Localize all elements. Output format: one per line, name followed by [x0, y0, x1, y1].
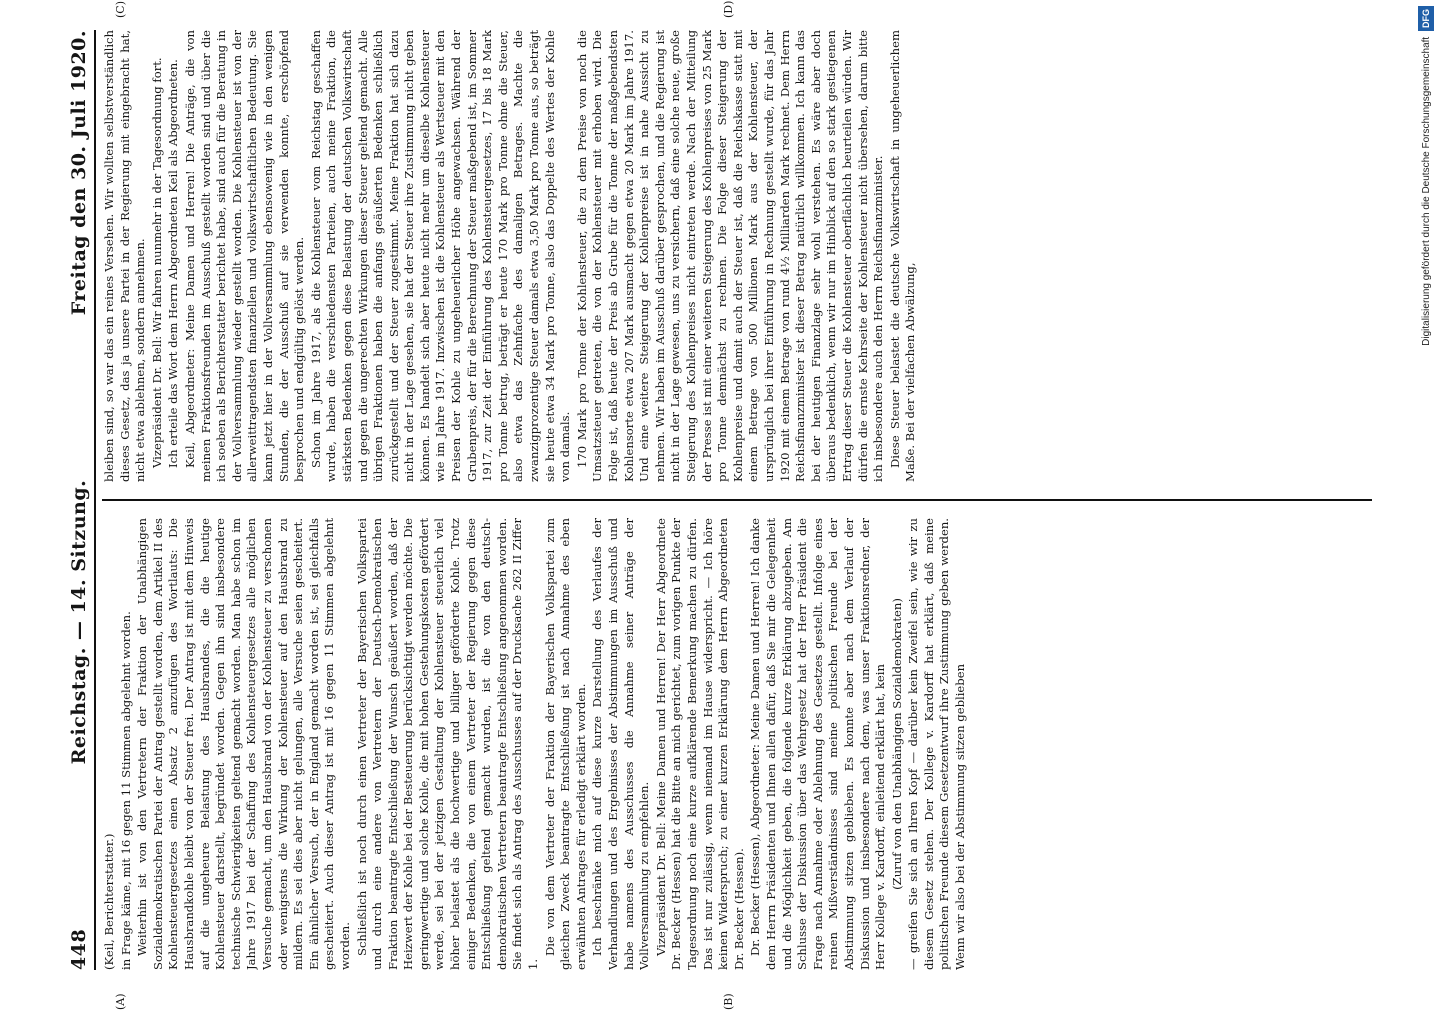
header-rule	[94, 30, 96, 970]
interjection: (Zuruf von den Unabhängigen Sozialdemokraten)	[889, 598, 904, 890]
margin-marker-d: (D)	[722, 0, 735, 18]
paragraph: Vizepräsident Dr. Bell: Meine Damen und Herren! Der Herr Abgeordnete Dr. Becker (Hessen) hat die Bitte an mich gerichtet, zum vorigen Punkte der Tagesordnung noch eine kurze aufklärende Bemerkung machen zu dürfen. Das ist nur zulässig, wenn niemand im Hause widerspricht. — Ich höre keinen Widerspruch; zu einer kurzen Erklärung dem Herrn Abgeordneten Dr. Becker (Hessen).	[653, 518, 746, 970]
left-column	[102, 518, 1372, 970]
margin-marker-b: (B)	[722, 993, 735, 1010]
paragraph: Ich erteile das Wort dem Herrn Abgeordneten Keil als Abgeordneten.	[166, 59, 181, 468]
paragraph: Dr. Becker (Hessen), Abgeordneter: Meine Damen und Herren! Ich danke dem Herrn Präsidenten und Ihnen allen dafür, daß Sie mir die Gelegenheit und die Möglichkeit geben, die folgende kurze Erklärung abzugeben. Am Schlusse der Diskussion über das Wehrgesetz hat der Herr Präsident die Frage nach Annahme oder Ablehnung des Gesetzes gestellt. Infolge eines reinen Mißverständnisses sind meine politischen Freunde bei der Abstimmung sitzen geblieben. Es konnte aber nach dem Verlauf der Diskussion und insbesondere nach dem, was unser Fraktionsredner, der Herr Kollege v. Kardorff, einleitend erklärt hat, kein	[748, 518, 888, 970]
paragraph: — greifen Sie sich an Ihren Kopf — darüber kein Zweifel sein, wie wir zu diesem Gesetz stehen. Der Kollege v. Kardorff hat erklärt, daß meine politischen Freunde diesem Gesetzentwurf ihre Zustimmung geben werden. Wenn wir also bei der Abstimmung sitzen geblieben	[906, 518, 968, 970]
page-number: 448	[68, 928, 90, 970]
page-header	[52, 30, 90, 970]
session-date: Freitag den 30. Juli 1920.	[68, 30, 90, 316]
paragraph: Diese Steuer belastet die deutsche Volkswirtschaft in ungeheuerlichem Maße. Bei der vielfachen Abwälzung,	[887, 30, 918, 482]
paragraph: Vizepräsident Dr. Bell: Wir fahren nunmehr in der Tagesordnung fort.	[149, 57, 164, 468]
paragraph: Die von dem Vertreter der Fraktion der Bayerischen Volkspartei zum gleichen Zweck beantragte Entschließung ist nach Annahme des eben erwähnten Antrages für erledigt erklärt worden.	[542, 518, 588, 970]
column-divider	[102, 500, 1372, 502]
session-title: Reichstag. — 14. Sitzung.	[68, 479, 90, 765]
margin-marker-c: (C)	[114, 1, 127, 18]
paragraph: Schließlich ist noch durch einen Vertreter der Bayerischen Volkspartei und durch eine andere von Vertretern der Deutsch-Demokratischen Fraktion beantragte Entschließung der Wunsch geäußert worden, daß der Heizwert der Kohle bei der Besteuerung berücksichtigt werden möchte. Die geringwertige und solche Kohle, die mit hohen Gestehungskosten gefördert werde, sei bei der jetzigen Gestaltung der Kohlensteuer steuerlich viel höher belastet als die hochwertige und billiger geförderte Kohle. Trotz einiger Bedenken, die von einem Vertreter der Regierung gegen diese Entschließung geltend gemacht wurden, ist die von den deutsch-demokratischen Vertretern beantragte Entschließung angenommen worden. Sie findet sich als Antrag des Ausschusses auf der Drucksache 262 II Ziffer 1.	[354, 518, 541, 970]
right-column	[102, 30, 1372, 482]
paragraph: bleiben sind, so war das ein reines Versehen. Wir wollten selbstverständlich dieses Gesetz, das ja unsere Partei in der Regierung mit eingebracht hat, nicht etwa ablehnen, sondern annehmen.	[102, 30, 148, 482]
paragraph: 170 Mark pro Tonne der Kohlensteuer, die zu dem Preise von noch die Umsatzsteuer getreten, die von der Kohlensteuer mit erhoben wird. Die Folge ist, daß heute der Preis ab Grube für die Tonne der maßgebendsten Kohlensorte etwa 207 Mark ausmacht gegen etwa 20 Mark im Jahre 1917. Und eine weitere Steigerung der Kohlenpreise ist in nahe Aussicht zu nehmen. Wir haben im Ausschuß darüber gesprochen, und die Regierung ist nicht in der Lage gewesen, uns zu versichern, daß eine solche neue, große Steigerung des Kohlenpreises nicht eintreten werde. Nach der Mitteilung der Presse ist mit einer weiteren Steigerung des Kohlenpreises von 25 Mark pro Tonne demnächst zu rechnen. Die Folge dieser Steigerung der Kohlenpreise und damit auch der Steuer ist, daß die Reichskasse statt mit einem Betrage von 500 Millionen Mark aus der Kohlensteuer, der ursprünglich bei ihrer Einführung in Rechnung gestellt wurde, für das Jahr 1920 mit einem Betrage von rund 4½ Milliarden Mark rechnet. Dem Herrn Reichsfinanzminister ist dieser Betrag natürlich willkommen. Ich kann das bei der heutigen Finanzlage sehr wohl verstehen. Es wäre aber doch überaus bedenklich, wenn wir nur im Hinblick auf den so stark gestiegenen Ertrag dieser Steuer die Kohlensteuer oberflächlich beurteilen würden. Wir dürfen die ernste Kehrseite der Kohlensteuer nicht übersehen, darum bitte ich insbesondere auch den Herrn Reichsfinanzminister.	[574, 30, 886, 482]
digitization-watermark	[1418, 6, 1434, 991]
paragraph: in Frage käme, mit 16 gegen 11 Stimmen abgelehnt worden.	[118, 611, 133, 970]
dfg-logo: DFG	[1418, 6, 1434, 31]
paragraph: Schon im Jahre 1917, als die Kohlensteuer vom Reichstag geschaffen wurde, haben die verschiedensten Parteien, auch meine Fraktion, die stärksten Bedenken gegen diese Belastung der deutschen Volkswirtschaft und gegen die ungerechten Wirkungen dieser Steuer geltend gemacht. Alle übrigen Fraktionen haben die anfangs geäußerten Bedenken schließlich zurückgestellt und der Steuer zugestimmt. Meine Fraktion hat sich dazu nicht in der Lage gesehen, sie hat der Steuer ihre Zustimmung nicht geben können. Es handelt sich aber heute nicht mehr um dieselbe Kohlensteuer wie im Jahre 1917. Inzwischen ist die Kohlensteuer als Wertsteuer mit den Preisen der Kohle zu ungeheuerlicher Höhe angewachsen. Während der Grubenpreis, der für die Berechnung der Steuer maßgebend ist, im Sommer 1917, zur Zeit der Einführung des Kohlensteuergesetzes, 17 bis 18 Mark pro Tonne betrug, beträgt er heute 170 Mark pro Tonne ohne die Steuer, also etwa das Zehnfache des damaligen Betrages. Machte die zwanzigprozentige Steuer damals etwa 3,50 Mark pro Tonne aus, so beträgt sie heute etwa 34 Mark pro Tonne, also das Doppelte des Wertes der Kohle von damals.	[308, 30, 573, 482]
paragraph: Keil, Abgeordneter: Meine Damen und Herren! Die Anträge, die von meinen Fraktionsfreunden im Ausschuß gestellt worden sind und über die ich soeben als Berichterstatter berichtet habe, sind auch für die Beratung in der Vollversammlung wieder gestellt worden. Die Kohlensteuer ist von der allerweittragendsten finanziellen und volkswirtschaftlichen Bedeutung. Sie kann jetzt hier in der Vollversammlung ebensowenig wie in den wenigen Stunden, die der Ausschuß auf sie verwenden konnte, erschöpfend besprochen und endgültig gelöst werden.	[182, 30, 307, 482]
paragraph: Ich beschränke mich auf diese kurze Darstellung des Verlaufes der Verhandlungen und des Ergebnisses der Abstimmungen im Ausschuß und habe namens des Ausschusses die Annahme seiner Anträge der Vollversammlung zu empfehlen.	[590, 518, 652, 970]
watermark-text: Digitalisierung gefördert durch die Deutsche Forschungsgemeinschaft	[1421, 36, 1432, 346]
speaker-note: (Keil, Berichterstatter.)	[102, 833, 116, 970]
paragraph: Weiterhin ist von den Vertretern der Fraktion der Unabhängigen Sozialdemokratischen Partei der Antrag gestellt worden, dem Artikel II des Kohlensteuergesetzes einen Absatz 2 anzufügen des Wortlauts: Die Hausbrandkohle bleibt von der Steuer frei. Der Antrag ist mit dem Hinweis auf die ungeheure Belastung des Hausbrandes, die die heutige Kohlensteuer darstellt, begründet worden. Gegen ihn sind insbesondere technische Schwierigkeiten geltend gemacht worden. Man habe schon im Jahre 1917 bei der Schaffung des Kohlensteuergesetzes alle möglichen Versuche gemacht, um den Hausbrand von der Kohlensteuer zu verschonen oder wenigstens die Wirkung der Kohlensteuer auf den Hausbrand zu mildern. Es sei dies aber nicht gelungen, alle Versuche seien gescheitert. Ein ähnlicher Versuch, der in England gemacht worden ist, sei gleichfalls gescheitert. Auch dieser Antrag ist mit 16 gegen 11 Stimmen abgelehnt worden.	[135, 518, 352, 970]
margin-marker-a: (A)	[114, 993, 127, 1010]
rotated-page	[52, 0, 1382, 1010]
